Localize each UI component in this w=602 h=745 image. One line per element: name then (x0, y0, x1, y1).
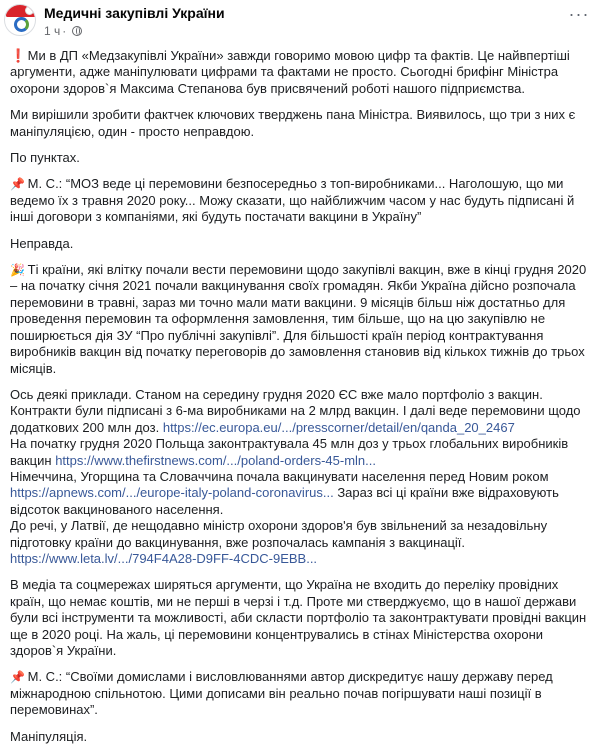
globe-icon (72, 26, 82, 36)
party-popper-icon: 🎉 (10, 263, 25, 278)
link-thefirstnews[interactable]: https://www.thefirstnews.com/.../poland-orders-45-mln... (55, 452, 376, 468)
hat-pompom-icon (25, 6, 34, 15)
post-body (0, 48, 602, 745)
page-avatar[interactable] (4, 4, 36, 36)
quote-2: 📌 М. С.: “Своїми домислами і висловлюваннями автор дискредитує нашу державу перед міжнародною спільнотою. Цими дописами він реально почав погіршувати наші позиції в перемовинах”. (10, 669, 553, 718)
logo-mark-icon (14, 17, 29, 32)
post-header (0, 0, 602, 48)
verdict-2: Маніпуляція. (10, 728, 88, 744)
exclamation-icon: ❗ (10, 48, 27, 63)
verdict-1: Неправда. (10, 235, 74, 251)
pushpin-icon: 📌 (10, 670, 25, 685)
paragraph-media: В медіа та соцмережах ширяться аргументи, що Україна не входить до переліку провідних країн, що немає коштів, ми не перші в черзі і т.д. Проте ми стверджуємо, що в нашої держави були всі інструменти та можливості, аби скласти портфоліо та законтрактувати провідні вакцин ще в 2020 році. На жаль, ці перемовини концентрувались в стінах Міністерства охорони здоров`я України. (10, 577, 587, 658)
link-leta[interactable]: https://www.leta.lv/.../794F4A28-D9FF-4CDC-9EBB... (10, 550, 318, 566)
paragraph-factcheck: Ми вирішили зробити фактчек ключових тверджень пана Міністра. Виявилось, що три з них є маніпуляцією, один - просто неправдою. (10, 107, 576, 139)
argument-1: 🎉 Ті країни, які влітку почали вести перемовини щодо закупівлі вакцин, вже в кінці грудня 2020 – на початку січня 2021 почали вакцинування своїх громадян. Якби Україна дійсно розпочала перемовини в травні, зараз ми точно мали мати вакцини. 9 місяців більш ніж достатньо для проведення перемовин та оформлення замовлення, тим більше, що на цю закупівлю не поширюється дія ЗУ “Про публічні закупівлі”. Для більшості країн період контрактування виробників вакцин від початку переговорів до замовлення становив від кількох тижнів до трьох місяців. (10, 262, 587, 376)
quote-1: 📌 М. С.: “МОЗ веде ці перемовини безпосередньо з топ-виробниками... Наголошую, що ми ведемо їх з травня 2020 року... Можу сказати, що найближчим часом у нас будуть підписані й інші договори з компаніями, які будуть постачати вакцини в Україну” (10, 176, 575, 225)
paragraph-points: По пунктах. (10, 150, 80, 166)
link-apnews[interactable]: https://apnews.com/.../europe-italy-poland-coronavirus... (10, 485, 334, 501)
pushpin-icon: 📌 (10, 177, 25, 192)
page-name[interactable]: Медичні закупівлі України (44, 5, 225, 21)
more-options-button[interactable]: ··· (568, 4, 590, 24)
post-meta: 1 ч · (44, 24, 82, 38)
paragraph-intro: ❗ Ми в ДП «Медзакупівлі України» завжди говоримо мовою цифр та фактів. Це найвпертіші аргументи, адже маніпулювати цифрами та фактами не просто. Сьогодні брифінг Міністра охорони здоров`я Максима Степанова був присвячений роботі нашого підприємства. (10, 48, 570, 96)
link-ec-europa[interactable]: https://ec.europa.eu/.../presscorner/detail/en/qanda_20_2467 (162, 419, 515, 435)
examples: Ось деякі приклади. Станом на середину грудня 2020 ЄС вже мало портфоліо з вакцин. Контракти були підписані з 6-ма виробниками на 2 млрд вакцин. І далі веде перемовини щодо додаткових 200 млн доз. https://ec.europa.eu/.../presscorner/detail/en/qanda_20_2467 На початку грудня 2020 Польща законтрактувала 45 млн доз у трьох глобальних виробників вакцин https://www.thefirstnews.com/.../poland-orders-45-mln... Німеччина, Угорщина та Словаччина почала вакцинувати населення перед Новим роком https://apnews.com/.../europe-italy-poland-coronavirus... Зараз всі ці країни вже відраховують відсоток вакцинованого населення. До речі, у Латвії, де нещодавно міністр охорони здоров'я був звільнений за незадовільну підготовку країни до вакцинування, вже розпочалась кампанія з вакцинації. https://www.leta.lv/.../794F4A28-D9FF-4CDC-9EBB... (10, 386, 581, 566)
post-time[interactable]: 1 ч (44, 24, 61, 38)
